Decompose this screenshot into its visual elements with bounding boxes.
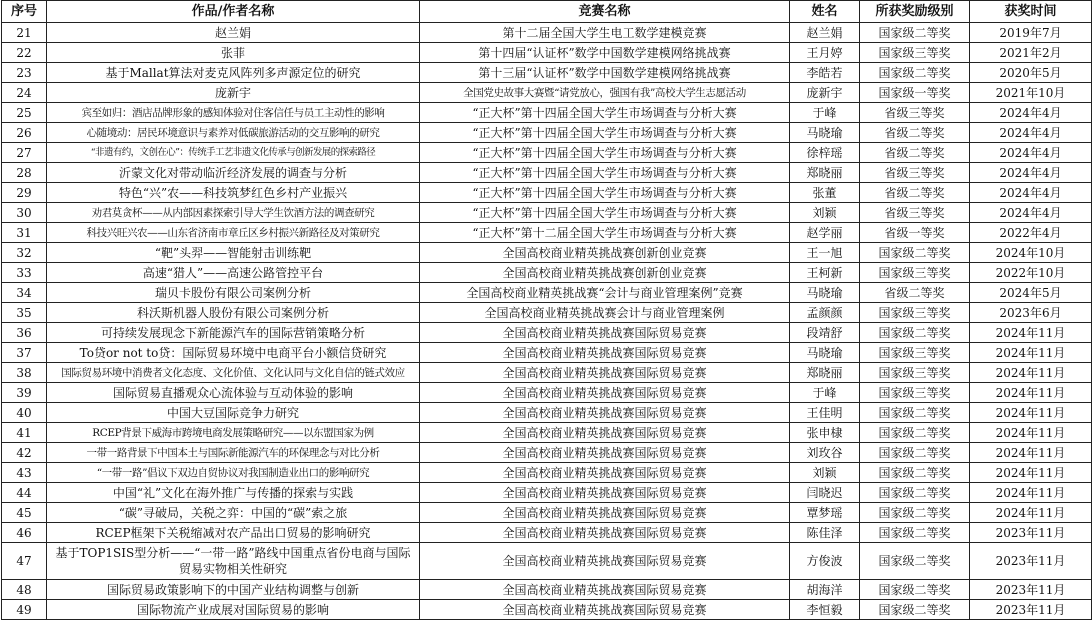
cell-competition: 第十四届“认证杯”数学中国数学建模网络挑战赛 <box>420 43 790 63</box>
cell-name: 孟颜颜 <box>790 303 860 323</box>
cell-index: 28 <box>2 163 47 183</box>
cell-work: 国际贸易直播观众心流体验与互动体验的影响 <box>47 383 420 403</box>
cell-name: 段靖舒 <box>790 323 860 343</box>
cell-competition: 全国高校商业精英挑战赛国际贸易竞赛 <box>420 580 790 600</box>
cell-index: 23 <box>2 63 47 83</box>
cell-index: 39 <box>2 383 47 403</box>
cell-award-date: 2024年11月 <box>970 323 1092 343</box>
table-row <box>2 580 1092 600</box>
cell-award-level: 国家级三等奖 <box>860 383 970 403</box>
table-row <box>2 600 1092 620</box>
cell-name: 李恒毅 <box>790 600 860 620</box>
table-row <box>2 423 1092 443</box>
table-row <box>2 343 1092 363</box>
table-row <box>2 23 1092 43</box>
table-row <box>2 323 1092 343</box>
header-row <box>2 1 1092 23</box>
cell-work: 特色“兴”农——科技筑梦红色乡村产业振兴 <box>47 183 420 203</box>
cell-work: 科技兴旺兴农——山东省济南市章丘区乡村振兴新路径及对策研究 <box>47 223 420 243</box>
cell-index: 32 <box>2 243 47 263</box>
cell-award-date: 2019年7月 <box>970 23 1092 43</box>
cell-work: 可持续发展现念下新能源汽车的国际营销策略分析 <box>47 323 420 343</box>
cell-name: 刘玫谷 <box>790 443 860 463</box>
cell-competition: “正大杯”第十四届全国大学生市场调查与分析大赛 <box>420 183 790 203</box>
cell-award-date: 2020年5月 <box>970 63 1092 83</box>
header-competition: 竞赛名称 <box>420 1 790 23</box>
cell-award-level: 省级三等奖 <box>860 163 970 183</box>
cell-award-level: 国家级三等奖 <box>860 43 970 63</box>
cell-award-date: 2024年11月 <box>970 443 1092 463</box>
cell-work: 庞新宇 <box>47 83 420 103</box>
cell-work: To贷or not to贷：国际贸易环境中电商平台小额信贷研究 <box>47 343 420 363</box>
cell-work: 张菲 <box>47 43 420 63</box>
cell-name: 方俊波 <box>790 543 860 580</box>
header-work: 作品/作者名称 <box>47 1 420 23</box>
cell-index: 33 <box>2 263 47 283</box>
cell-name: 郑晓丽 <box>790 363 860 383</box>
cell-work: 基于TOP1SIS型分析——“一带一路”路线中国重点省份电商与国际贸易实物相关性研究 <box>47 543 420 580</box>
cell-award-date: 2023年11月 <box>970 600 1092 620</box>
cell-index: 21 <box>2 23 47 43</box>
cell-name: 张申棣 <box>790 423 860 443</box>
cell-index: 48 <box>2 580 47 600</box>
cell-name: 闫晓迟 <box>790 483 860 503</box>
cell-competition: “正大杯”第十四届全国大学生市场调查与分析大赛 <box>420 123 790 143</box>
cell-competition: “正大杯”第十四届全国大学生市场调查与分析大赛 <box>420 103 790 123</box>
table-row <box>2 183 1092 203</box>
cell-award-level: 省级二等奖 <box>860 143 970 163</box>
awards-table <box>1 0 1092 620</box>
cell-competition: “正大杯”第十四届全国大学生市场调查与分析大赛 <box>420 143 790 163</box>
cell-award-level: 国家级三等奖 <box>860 343 970 363</box>
cell-work: 宾至如归：酒店品牌形象的感知体验对住客信任与员工主动性的影响 <box>47 103 420 123</box>
cell-award-level: 国家级三等奖 <box>860 363 970 383</box>
cell-index: 25 <box>2 103 47 123</box>
table-body <box>2 23 1092 620</box>
cell-work: RCEP框架下关税缩减对农产品出口贸易的影响研究 <box>47 523 420 543</box>
cell-award-date: 2022年10月 <box>970 263 1092 283</box>
cell-index: 38 <box>2 363 47 383</box>
cell-award-date: 2024年11月 <box>970 343 1092 363</box>
cell-award-date: 2023年6月 <box>970 303 1092 323</box>
cell-competition: 全国高校商业精英挑战赛国际贸易竞赛 <box>420 543 790 580</box>
table-row <box>2 203 1092 223</box>
cell-award-date: 2024年4月 <box>970 123 1092 143</box>
cell-award-date: 2022年4月 <box>970 223 1092 243</box>
cell-award-date: 2023年11月 <box>970 580 1092 600</box>
cell-award-level: 国家级二等奖 <box>860 523 970 543</box>
cell-name: 覃梦瑶 <box>790 503 860 523</box>
cell-name: 马晓瑜 <box>790 343 860 363</box>
cell-award-date: 2024年11月 <box>970 483 1092 503</box>
cell-competition: 全国高校商业精英挑战赛国际贸易竞赛 <box>420 343 790 363</box>
cell-award-date: 2024年5月 <box>970 283 1092 303</box>
cell-work: 赵兰娟 <box>47 23 420 43</box>
cell-award-date: 2023年11月 <box>970 523 1092 543</box>
cell-award-date: 2024年11月 <box>970 403 1092 423</box>
cell-competition: 第十二届全国大学生电工数学建模竞赛 <box>420 23 790 43</box>
cell-index: 30 <box>2 203 47 223</box>
table-row <box>2 63 1092 83</box>
cell-award-level: 省级一等奖 <box>860 223 970 243</box>
cell-award-date: 2024年11月 <box>970 383 1092 403</box>
cell-award-date: 2024年11月 <box>970 423 1092 443</box>
cell-competition: 第十三届“认证杯”数学中国数学建模网络挑战赛 <box>420 63 790 83</box>
cell-competition: 全国高校商业精英挑战赛“会计与商业管理案例”竞赛 <box>420 283 790 303</box>
table-row <box>2 443 1092 463</box>
cell-award-level: 国家级二等奖 <box>860 483 970 503</box>
cell-name: 徐梓瑶 <box>790 143 860 163</box>
cell-competition: 全国高校商业精英挑战赛国际贸易竞赛 <box>420 403 790 423</box>
cell-competition: “正大杯”第十四届全国大学生市场调查与分析大赛 <box>420 163 790 183</box>
table-row <box>2 263 1092 283</box>
cell-name: 庞新宇 <box>790 83 860 103</box>
cell-work: 瑞贝卡股份有限公司案例分析 <box>47 283 420 303</box>
cell-index: 35 <box>2 303 47 323</box>
cell-index: 24 <box>2 83 47 103</box>
cell-competition: 全国党史故事大赛暨“请党放心，强国有我”高校大学生志愿活动 <box>420 83 790 103</box>
cell-name: 王佳明 <box>790 403 860 423</box>
cell-award-date: 2024年10月 <box>970 243 1092 263</box>
cell-competition: “正大杯”第十二届全国大学生市场调查与分析大赛 <box>420 223 790 243</box>
cell-index: 29 <box>2 183 47 203</box>
table-row <box>2 123 1092 143</box>
cell-index: 49 <box>2 600 47 620</box>
header-name: 姓名 <box>790 1 860 23</box>
cell-award-level: 国家级一等奖 <box>860 83 970 103</box>
cell-award-date: 2024年11月 <box>970 363 1092 383</box>
cell-work: 高速“猎人”——高速公路管控平台 <box>47 263 420 283</box>
cell-index: 36 <box>2 323 47 343</box>
cell-work: 中国大豆国际竞争力研究 <box>47 403 420 423</box>
cell-index: 41 <box>2 423 47 443</box>
cell-work: 国际贸易环境中消费者文化态度、文化价值、文化认同与文化自信的链式效应 <box>47 363 420 383</box>
cell-name: 王一旭 <box>790 243 860 263</box>
cell-index: 47 <box>2 543 47 580</box>
cell-award-date: 2024年11月 <box>970 503 1092 523</box>
cell-index: 45 <box>2 503 47 523</box>
cell-name: 王月婷 <box>790 43 860 63</box>
cell-competition: 全国高校商业精英挑战赛国际贸易竞赛 <box>420 600 790 620</box>
table-row <box>2 143 1092 163</box>
cell-work: “靶”头羿——智能射击训练靶 <box>47 243 420 263</box>
table-row <box>2 483 1092 503</box>
cell-award-level: 国家级二等奖 <box>860 403 970 423</box>
header-index: 序号 <box>2 1 47 23</box>
table-row <box>2 303 1092 323</box>
table-row <box>2 283 1092 303</box>
cell-award-level: 省级二等奖 <box>860 123 970 143</box>
cell-competition: 全国高校商业精英挑战赛国际贸易竞赛 <box>420 503 790 523</box>
cell-work: 心随境动：居民环境意识与素养对低碳旅游活动的交互影响的研究 <box>47 123 420 143</box>
cell-competition: 全国高校商业精英挑战赛会计与商业管理案例 <box>420 303 790 323</box>
cell-award-level: 国家级二等奖 <box>860 243 970 263</box>
cell-index: 26 <box>2 123 47 143</box>
cell-competition: 全国高校商业精英挑战赛创新创业竞赛 <box>420 243 790 263</box>
cell-award-date: 2024年4月 <box>970 203 1092 223</box>
cell-award-date: 2024年4月 <box>970 103 1092 123</box>
cell-work: “非遗有约，文创在心”：传统手工艺非遗文化传承与创新发展的探索路径 <box>47 143 420 163</box>
cell-competition: 全国高校商业精英挑战赛国际贸易竞赛 <box>420 423 790 443</box>
cell-award-date: 2024年4月 <box>970 143 1092 163</box>
cell-work: “一带一路”倡议下双边自贸协议对我国制造业出口的影响研究 <box>47 463 420 483</box>
cell-award-level: 国家级二等奖 <box>860 543 970 580</box>
cell-award-level: 国家级二等奖 <box>860 63 970 83</box>
cell-award-level: 国家级二等奖 <box>860 323 970 343</box>
cell-name: 赵兰娟 <box>790 23 860 43</box>
cell-name: 陈佳泽 <box>790 523 860 543</box>
cell-index: 27 <box>2 143 47 163</box>
cell-competition: 全国高校商业精英挑战赛国际贸易竞赛 <box>420 323 790 343</box>
cell-award-date: 2024年4月 <box>970 183 1092 203</box>
header-award-level: 所获奖励级别 <box>860 1 970 23</box>
table-row <box>2 543 1092 580</box>
cell-competition: 全国高校商业精英挑战赛国际贸易竞赛 <box>420 383 790 403</box>
table-row <box>2 523 1092 543</box>
table-row <box>2 363 1092 383</box>
cell-award-level: 国家级二等奖 <box>860 423 970 443</box>
cell-award-level: 国家级二等奖 <box>860 580 970 600</box>
cell-index: 22 <box>2 43 47 63</box>
cell-competition: 全国高校商业精英挑战赛国际贸易竞赛 <box>420 463 790 483</box>
cell-index: 37 <box>2 343 47 363</box>
cell-name: 郑晓丽 <box>790 163 860 183</box>
cell-award-level: 国家级二等奖 <box>860 23 970 43</box>
cell-award-date: 2024年11月 <box>970 463 1092 483</box>
cell-award-date: 2021年10月 <box>970 83 1092 103</box>
cell-competition: 全国高校商业精英挑战赛国际贸易竞赛 <box>420 443 790 463</box>
table-row <box>2 463 1092 483</box>
cell-award-level: 省级二等奖 <box>860 183 970 203</box>
cell-work: 一带一路背景下中国本土与国际新能源汽车的环保理念与对比分析 <box>47 443 420 463</box>
cell-work: 中国“礼”文化在海外推广与传播的探索与实践 <box>47 483 420 503</box>
cell-work: 基于Mallat算法对麦克风阵列多声源定位的研究 <box>47 63 420 83</box>
cell-award-date: 2024年4月 <box>970 163 1092 183</box>
cell-index: 43 <box>2 463 47 483</box>
cell-name: 赵学丽 <box>790 223 860 243</box>
cell-index: 40 <box>2 403 47 423</box>
table-row <box>2 243 1092 263</box>
cell-competition: 全国高校商业精英挑战赛创新创业竞赛 <box>420 263 790 283</box>
header-award-date: 获奖时间 <box>970 1 1092 23</box>
cell-award-level: 省级三等奖 <box>860 103 970 123</box>
cell-work: “碳”寻破局，关税之弈：中国的“碳”索之旅 <box>47 503 420 523</box>
cell-work: 劝君莫贪杯——从内部因素探索引导大学生饮酒方法的调查研究 <box>47 203 420 223</box>
cell-index: 44 <box>2 483 47 503</box>
cell-work: 沂蒙文化对带动临沂经济发展的调查与分析 <box>47 163 420 183</box>
cell-award-level: 国家级二等奖 <box>860 600 970 620</box>
cell-award-date: 2023年11月 <box>970 543 1092 580</box>
cell-work: RCEP背景下威海市跨境电商发展策略研究——以东盟国家为例 <box>47 423 420 443</box>
table-row <box>2 503 1092 523</box>
cell-competition: “正大杯”第十四届全国大学生市场调查与分析大赛 <box>420 203 790 223</box>
cell-name: 刘颖 <box>790 203 860 223</box>
cell-name: 刘颖 <box>790 463 860 483</box>
cell-competition: 全国高校商业精英挑战赛国际贸易竞赛 <box>420 363 790 383</box>
table-row <box>2 403 1092 423</box>
cell-award-level: 省级二等奖 <box>860 283 970 303</box>
cell-index: 31 <box>2 223 47 243</box>
cell-award-date: 2021年2月 <box>970 43 1092 63</box>
cell-award-level: 国家级二等奖 <box>860 503 970 523</box>
cell-work: 科沃斯机器人股份有限公司案例分析 <box>47 303 420 323</box>
table-row <box>2 43 1092 63</box>
table-row <box>2 83 1092 103</box>
cell-name: 马晓瑜 <box>790 123 860 143</box>
cell-award-level: 国家级二等奖 <box>860 463 970 483</box>
cell-competition: 全国高校商业精英挑战赛国际贸易竞赛 <box>420 483 790 503</box>
cell-name: 于峰 <box>790 383 860 403</box>
cell-index: 42 <box>2 443 47 463</box>
table-row <box>2 103 1092 123</box>
cell-award-level: 国家级三等奖 <box>860 303 970 323</box>
cell-name: 胡海洋 <box>790 580 860 600</box>
cell-name: 于峰 <box>790 103 860 123</box>
cell-work: 国际贸易政策影响下的中国产业结构调整与创新 <box>47 580 420 600</box>
table-row <box>2 383 1092 403</box>
cell-award-level: 国家级三等奖 <box>860 263 970 283</box>
cell-index: 46 <box>2 523 47 543</box>
table-row <box>2 223 1092 243</box>
table-row <box>2 163 1092 183</box>
cell-name: 王柯新 <box>790 263 860 283</box>
cell-award-level: 省级三等奖 <box>860 203 970 223</box>
cell-name: 李皓若 <box>790 63 860 83</box>
cell-award-level: 国家级二等奖 <box>860 443 970 463</box>
cell-name: 马晓瑜 <box>790 283 860 303</box>
cell-index: 34 <box>2 283 47 303</box>
cell-work: 国际物流产业成展对国际贸易的影响 <box>47 600 420 620</box>
cell-name: 张董 <box>790 183 860 203</box>
cell-competition: 全国高校商业精英挑战赛国际贸易竞赛 <box>420 523 790 543</box>
